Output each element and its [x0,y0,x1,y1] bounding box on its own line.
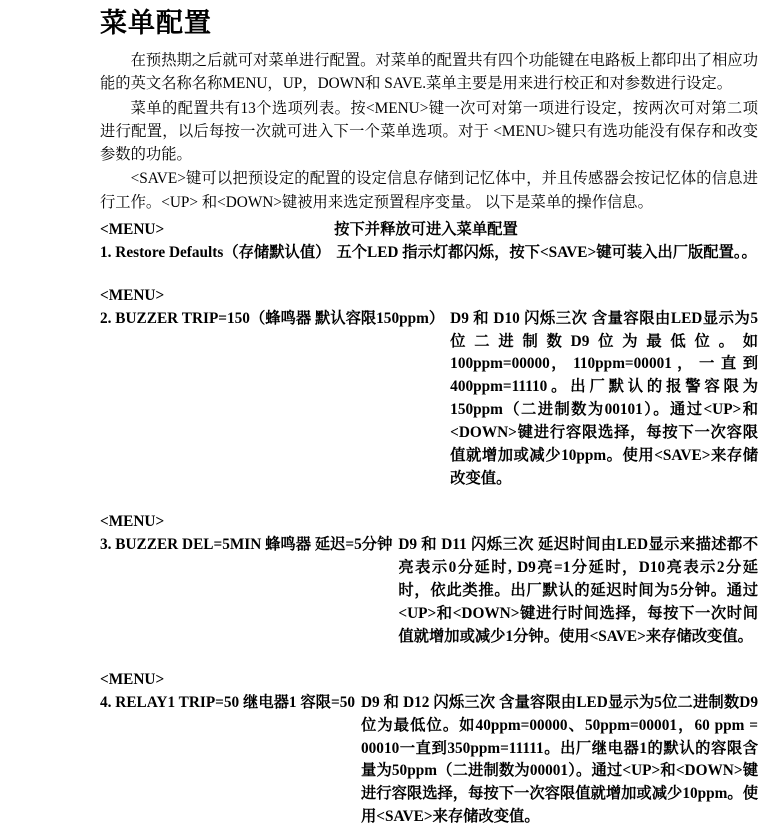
intro-paragraph-1: 在预热期之后就可对菜单进行配置。对菜单的配置共有四个功能键在电路板上都印出了相应功能的英文名称名称MENU，UP，DOWN和 SAVE.菜单主要是用来进行校正和对参数进行设定。 [100,52,758,93]
menu-item-body-4: D9 和 D12 闪烁三次 含量容限由LED显示为5位二进制数D9位为最低位。如40ppm=00000、50ppm=00001，60 ppm = 00010一直到350ppm=11111。出厂继电器1的默认的容限含量为50ppm（二进制数为00001）。通过<UP>和<DOWN>键进行容限选择，每按下一次容限值就增加或减少10ppm。使用<SAVE>来存储改变值。 [361,693,758,826]
intro-paragraph-2: 菜单的配置共有13个选项列表。按<MENU>键一次可对第一项进行设定，按两次可对第二项进行配置，以后每按一次就可进入下一个菜单选项。对于 <MENU>键只有选功能没有保存和改变参数的功能。 [100,99,758,164]
menu-item-2 [100,308,758,492]
menu-item-label-4: 4. RELAY1 TRIP=50 继电器1 容限=50 [100,693,355,711]
spacer [100,649,758,669]
menu-item-label-2: 2. BUZZER TRIP=150（蜂鸣器 默认容限150ppm） [100,309,445,327]
menu-item-body-3: D9 和 D11 闪烁三次 延迟时间由LED显示来描述都不亮表示0分延时, D9亮=1分延时，D10亮表示2分延时，依此类推。出厂默认的延迟时间为5分钟。通过<UP>和<DOWN>键进行时间选择，每按下一次时间值就增加或减少1分钟。使用<SAVE>来存储改变值。 [398,536,758,645]
menu-item-body-1: 五个LED 指示灯都闪烁，按下<SAVE>键可装入出厂版配置。。 [336,243,757,261]
spacer [100,491,758,511]
menu-key-4: <MENU> [100,670,165,688]
menu-item-label-1: 1. Restore Defaults（存储默认值） [100,243,331,261]
menu-item-4 [100,692,758,829]
menu-item-3 [100,534,758,649]
page-title: 菜单配置 [100,8,212,38]
menu-row-4 [100,669,758,692]
menu-key-2: <MENU> [100,286,165,304]
menu-item-1 [100,242,758,265]
document-content [100,0,758,829]
menu-item-body-2: D9 和 D10 闪烁三次 含量容限由LED显示为5位二进制数D9位为最低位。如100ppm=00000， 110ppm=00001 ， 一 直 到400ppm=11110。出厂默认的报警容限为150ppm（二进制数为00101）。通过<UP>和<DOWN>键进行容限选择，每按下一次容限值就增加或减少10ppm。使用<SAVE>来存储改变值。 [450,309,758,488]
spacer [100,265,758,285]
menu-key-3: <MENU> [100,513,165,531]
menu-key-1: <MENU> [100,220,165,238]
menu-note-1: 按下并释放可进入菜单配置 [334,220,518,238]
menu-row-1 [100,219,758,242]
intro-paragraph-3: <SAVE>键可以把预设定的配置的设定信息存储到记忆体中，并且传感器会按记忆体的信息进行工作。<UP> 和<DOWN>键被用来选定预置程序变量。 以下是菜单的操作信息。 [100,170,758,211]
menu-item-label-3: 3. BUZZER DEL=5MIN 蜂鸣器 延迟=5分钟 [100,536,393,554]
menu-row-3 [100,511,758,534]
menu-row-2 [100,285,758,308]
